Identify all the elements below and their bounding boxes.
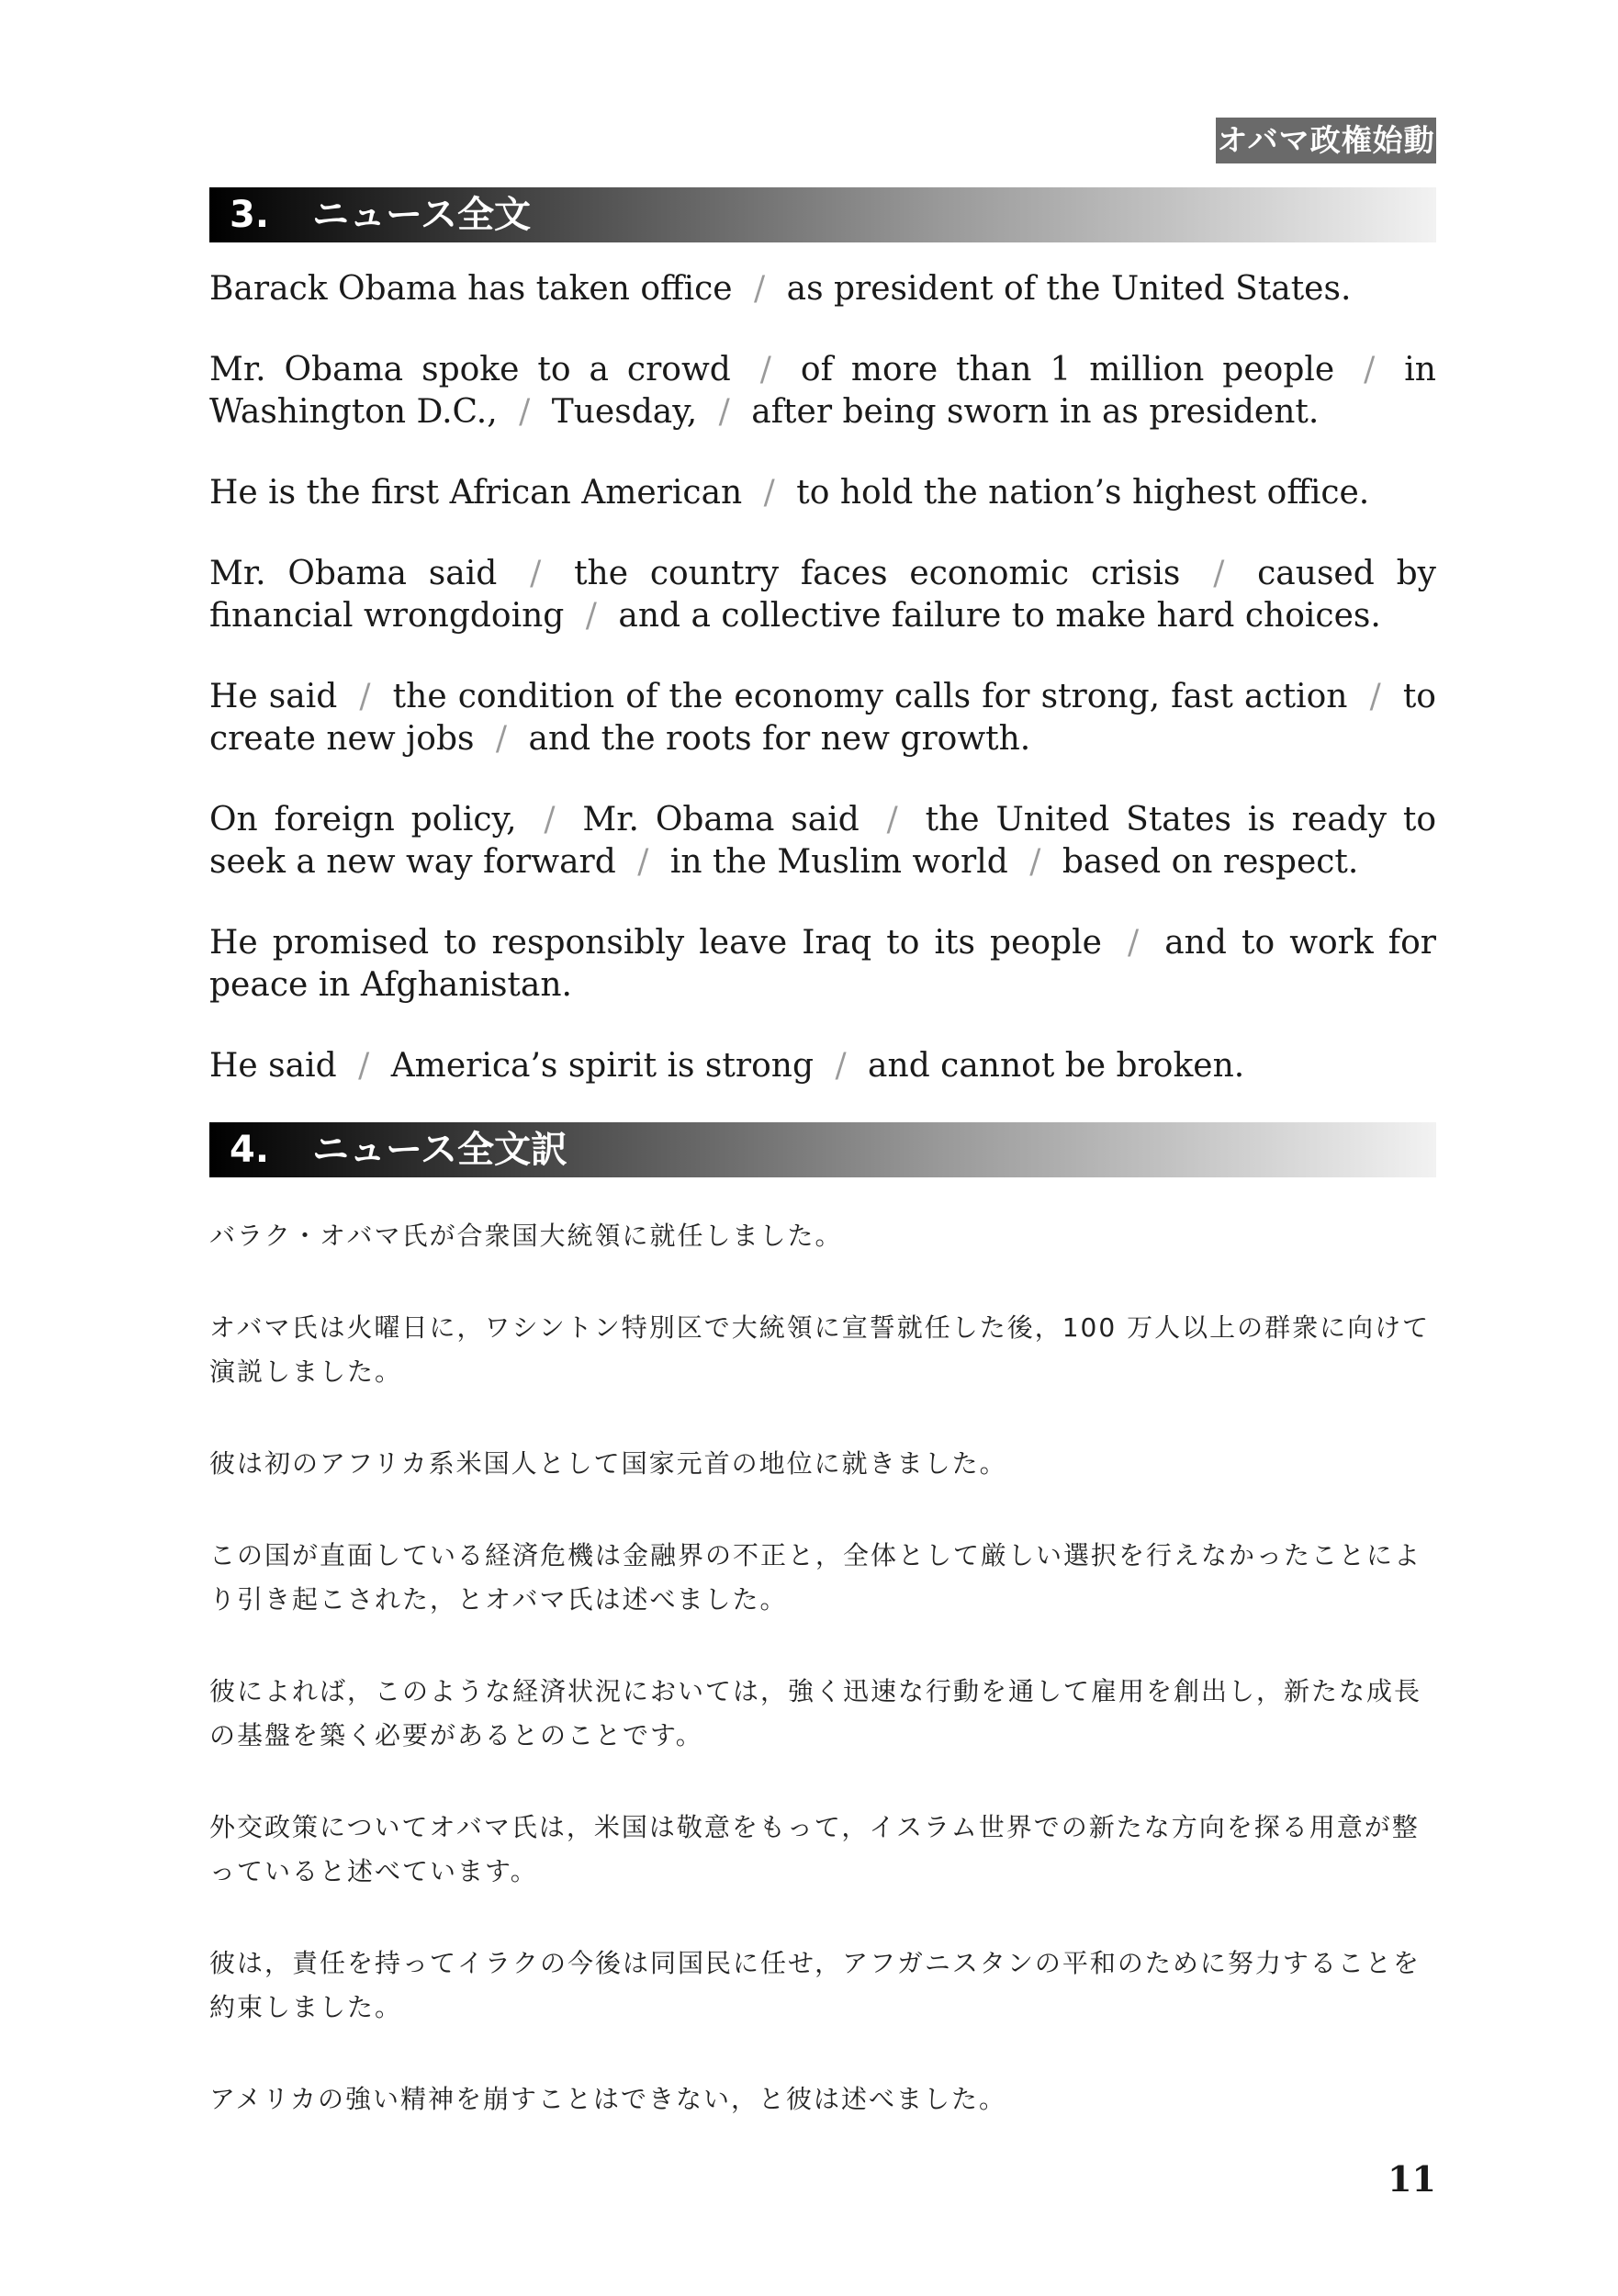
english-phrase: He said [209,678,338,715]
phrase-separator: / [544,801,556,838]
english-phrase: and a collective failure to make hard choices. [618,597,1381,635]
english-phrase: of more than 1 million people [800,351,1335,388]
phrase-separator: / [1364,351,1376,388]
phrase-separator: / [359,678,371,715]
english-paragraph [209,268,1436,310]
english-text [209,268,1436,1126]
phrase-separator: / [495,720,508,758]
english-phrase: Mr. Obama spoke to a crowd [209,351,731,388]
english-phrase: America’s spirit is strong [390,1047,814,1085]
japanese-paragraph: アメリカの強い精神を崩すことはできない，と彼は述べました。 [209,2084,1007,2114]
english-phrase: in Washington D.C., [209,351,1436,431]
english-paragraph [209,676,1436,760]
phrase-separator: / [637,843,649,881]
phrase-separator: / [763,474,775,512]
english-phrase: On foreign policy, [209,801,517,838]
phrase-separator: / [585,597,597,635]
english-paragraph [209,553,1436,637]
english-phrase: Tuesday, [551,393,698,431]
section-number: 4. [230,1129,270,1171]
english-paragraph [209,349,1436,433]
section-header-news-full-text [209,187,1436,242]
japanese-paragraph: オバマ氏は火曜日に，ワシントン特別区で大統領に宣誓就任した後，100 万人以上の群衆に向けて演説しました。 [209,1312,1431,1387]
japanese-paragraph: 彼は初のアフリカ系米国人として国家元首の地位に就きました。 [209,1448,1007,1479]
english-phrase: and to work for peace in Afghanistan. [209,924,1436,1004]
phrase-separator: / [718,393,730,431]
phrase-separator: / [1029,843,1041,881]
section-title: ニュース全文訳 [312,1129,567,1171]
english-phrase: as president of the United States. [786,270,1352,308]
english-phrase: in the Muslim world [669,843,1008,881]
english-phrase: Mr. Obama said [582,801,860,838]
japanese-paragraph: 外交政策についてオバマ氏は，米国は敬意をもって，イスラム世界での新たな方向を探る用意が整っていると述べています。 [209,1812,1420,1886]
phrase-separator: / [1128,924,1140,962]
english-phrase: the condition of the economy calls for strong, fast action [392,678,1348,715]
phrase-separator: / [754,270,766,308]
japanese-paragraph: バラク・オバマ氏が合衆国大統領に就任しました。 [209,1221,843,1251]
phrase-separator: / [519,393,531,431]
english-phrase: the country faces economic crisis [574,555,1181,592]
section-title: ニュース全文 [312,194,531,236]
english-paragraph [209,472,1436,514]
english-phrase: after being sworn in as president. [751,393,1320,431]
phrase-separator: / [530,555,542,592]
section-header-news-translation [209,1122,1436,1177]
english-phrase: and the roots for new growth. [528,720,1031,758]
english-phrase: He said [209,1047,337,1085]
phrase-separator: / [1369,678,1381,715]
english-phrase: to hold the nation’s highest office. [796,474,1370,512]
english-phrase: and cannot be broken. [868,1047,1245,1085]
phrase-separator: / [1213,555,1225,592]
english-phrase: the United States is ready to seek a new way forward [209,801,1437,881]
section-number: 3. [230,194,270,236]
english-phrase: Barack Obama has taken office [209,270,733,308]
phrase-separator: / [358,1047,370,1085]
japanese-translation [209,1214,1436,2169]
english-paragraph [209,1045,1436,1087]
phrase-separator: / [759,351,771,388]
english-phrase: He is the first African American [209,474,743,512]
phrase-separator: / [886,801,898,838]
page-number: 11 [1388,2158,1436,2200]
english-phrase: to create new jobs [209,678,1436,758]
japanese-paragraph: 彼によれば，このような経済状況においては，強く迅速な行動を通して雇用を創出し，新たな成長の基盤を築く必要があるとのことです。 [209,1676,1422,1750]
english-phrase: Mr. Obama said [209,555,498,592]
english-phrase: based on respect. [1062,843,1359,881]
chapter-tag: オバマ政権始動 [1216,118,1436,163]
english-paragraph [209,922,1436,1007]
english-phrase: He promised to responsibly leave Iraq to its people [209,924,1102,962]
japanese-paragraph: 彼は，責任を持ってイラクの今後は同国民に任せ，アフガニスタンの平和のために努力することを約束しました。 [209,1948,1421,2022]
english-phrase: caused by financial wrongdoing [209,555,1436,635]
japanese-paragraph: この国が直面している経済危機は金融界の不正と，全体として厳しい選択を行えなかったことにより引き起こされた，とオバマ氏は述べました。 [209,1540,1422,1615]
phrase-separator: / [835,1047,847,1085]
english-paragraph [209,799,1436,884]
